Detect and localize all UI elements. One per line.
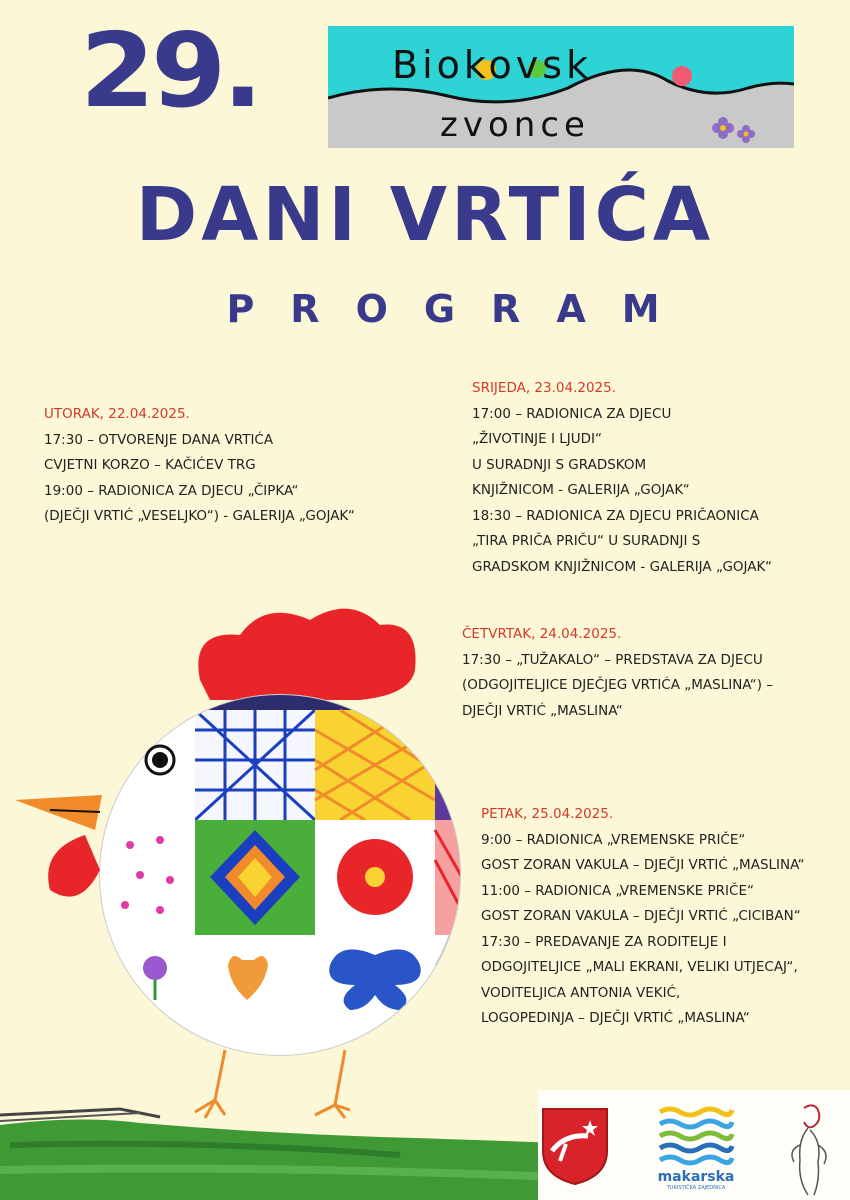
schedule-line: 17:30 – PREDAVANJE ZA RODITELJE I (481, 933, 727, 950)
schedule-line: „ŽIVOTINJE I LJUDI“ (472, 431, 603, 447)
schedule-day-tuesday (44, 402, 355, 530)
schedule-day-friday (481, 802, 805, 1032)
schedule-line: LOGOPEDINJA – DJEČJI VRTIĆ „MASLINA“ (481, 1010, 750, 1026)
makarska-name: makarska (657, 1169, 735, 1185)
schedule-line: KNJIŽNICOM - GALERIJA „GOJAK“ (472, 482, 690, 498)
schedule-line: 17:00 – RADIONICA ZA DJECU (472, 405, 672, 422)
schedule-line: (DJEČJI VRTIĆ „VESELJKO“) - GALERIJA „GOJAK“ (44, 508, 355, 524)
poster-subtitle: PROGRAM (226, 287, 696, 331)
biokovsko-zvonce-logo (328, 26, 794, 148)
schedule-line: 17:30 – OTVORENJE DANA VRTIĆA (44, 431, 274, 448)
schedule-line: GRADSKOM KNJIŽNICOM - GALERIJA „GOJAK“ (472, 558, 772, 575)
schedule-line: 9:00 – RADIONICA „VREMENSKE PRIČE“ (481, 831, 746, 848)
schedule-line: ODGOJITELJICE „MALI EKRANI, VELIKI UTJECAJ“, (481, 959, 798, 975)
schedule-line: GOST ZORAN VAKULA – DJEČJI VRTIĆ „MASLINA“ (481, 857, 805, 873)
day-date: UTORAK, 22.04.2025. (44, 406, 190, 422)
city-coat-of-arms-icon (540, 1106, 610, 1186)
sponsor-logos (538, 1090, 850, 1200)
schedule-line: „TIRA PRIČA PRIČU“ U SURADNJI S (472, 533, 701, 549)
schedule-line: 18:30 – RADIONICA ZA DJECU PRIČAONICA (472, 507, 759, 524)
day-date: SRIJEDA, 23.04.2025. (472, 380, 617, 396)
makarska-subtitle: TURISTIČKA ZAJEDNICA (666, 1185, 726, 1191)
schedule-day-wednesday (472, 376, 772, 580)
schedule-line: DJEČJI VRTIĆ „MASLINA“ (462, 702, 623, 719)
schedule-line: 17:30 – „TUŽAKALO“ – PREDSTAVA ZA DJECU (462, 651, 763, 668)
figure-sketch-icon (778, 1100, 838, 1198)
schedule-line: (ODGOJITELJICE DJEČJEG VRTIĆA „MASLINA“) – (462, 677, 774, 693)
schedule-line: U SURADNJI S GRADSKOM (472, 456, 647, 473)
poster-title: DANI VRTIĆA (135, 172, 715, 258)
day-date: ČETVRTAK, 24.04.2025. (462, 626, 622, 642)
logo-graphic (328, 26, 794, 148)
schedule-line: CVJETNI KORZO – KAČIĆEV TRG (44, 457, 256, 473)
logo-line1: Biokovsk (392, 43, 593, 87)
schedule-day-thursday (462, 622, 773, 724)
schedule-line: VODITELJICA ANTONIA VEKIĆ, (481, 984, 681, 1001)
waves-logo-icon (656, 1104, 736, 1166)
edition-number: 29. (80, 12, 260, 131)
schedule-line: 11:00 – RADIONICA „VREMENSKE PRIČE“ (481, 882, 754, 899)
logo-line2: zvonce (440, 105, 590, 145)
chicken-drawing (10, 600, 480, 1120)
day-date: PETAK, 25.04.2025. (481, 806, 614, 822)
schedule-line: 19:00 – RADIONICA ZA DJECU „ČIPKA“ (44, 482, 299, 499)
makarska-tourist-board-logo (656, 1104, 736, 1196)
schedule-line: GOST ZORAN VAKULA – DJEČJI VRTIĆ „CICIBAN“ (481, 908, 801, 924)
